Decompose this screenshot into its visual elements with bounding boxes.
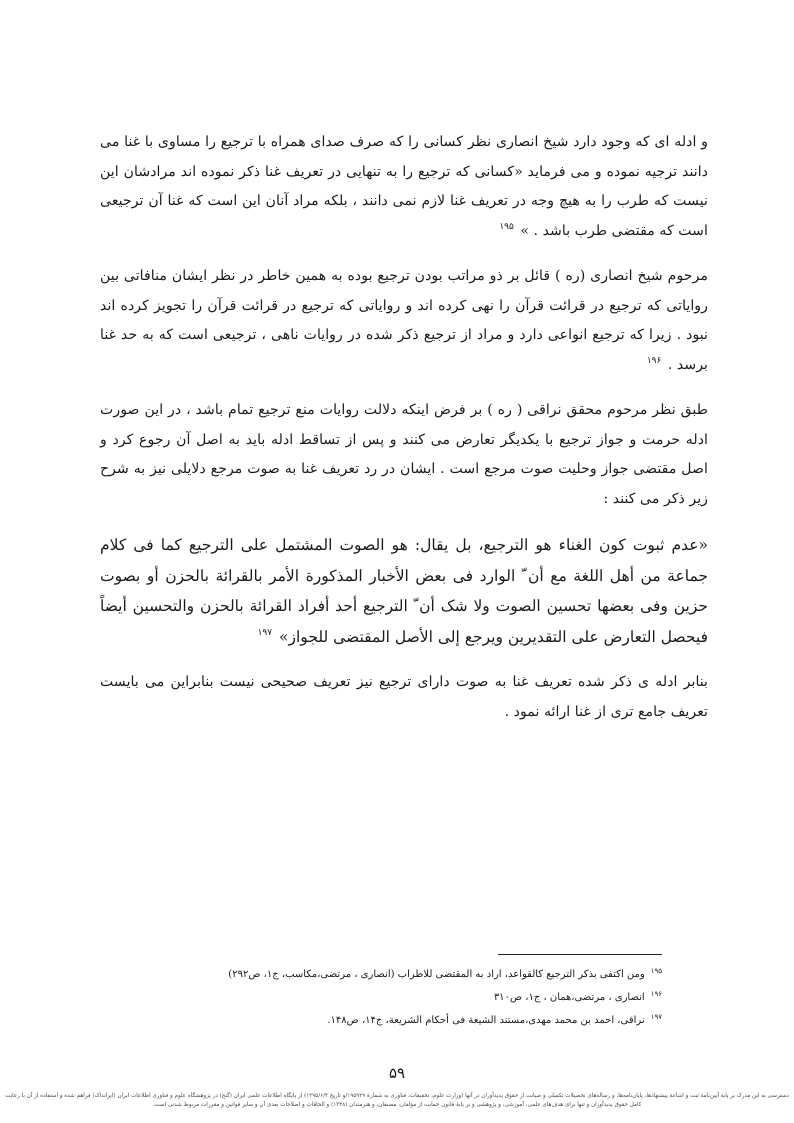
paragraph-text: مرحوم شیخ انصاری (ره ) قائل بر ذو مراتب بودن ترجیع بوده به همین خاطر در نظر ایشان منافاتی بین روایاتی که ترجیع در قرائت قرآن را نهی کرده اند و روایاتی که ترجیع در قرائت قرآن را تجویز کرده اند نبود . زیرا که ترجیع انواعی دارد و مراد از ترجیع ذکر شده در روایات ناهی ، ترجیعی است که به حد غنا برسد .	[100, 268, 708, 373]
footnote-text: ومن اکتفی بذکر الترجیع کالقواعد، اراد به المقتضی للاطراب (انصاری ، مرتضی،مکاسب، ج۱، ص۲۹۲)	[228, 969, 645, 980]
paragraph-5	[100, 668, 708, 727]
arabic-quotation	[100, 530, 708, 652]
footnote-text: انصاری ، مرتضی،همان ، ج۱، ص۳۱۰	[493, 992, 645, 1003]
paragraph-text: و ادله ای که وجود دارد شیخ انصاری نظر کسانی را که صرف صدای همراه با ترجیع را مساوی با غنا می دانند ترجیه نموده و می فرماید «کسانی که ترجیع را به تنهایی در تعریف غنا ذکر نموده اند مرادشان این نیست که طرب را به هیچ وجه در تعریف غنا لازم نمی دانند ، بلکه مراد آنان این است که غنا آن ترجیعی است که مقتضی طرب باشد . »	[100, 134, 708, 239]
footnote-number: ۱۹۷	[650, 1012, 662, 1021]
footnote-195	[200, 963, 662, 986]
footnote-reference: ۱۹۶	[646, 355, 662, 366]
footnote-separator	[498, 954, 662, 955]
page-number: ۵۹	[388, 1064, 406, 1082]
footnote-196	[200, 986, 662, 1009]
footnotes	[200, 963, 662, 1032]
paragraph-3	[100, 396, 708, 514]
footnote-197	[200, 1009, 662, 1032]
body-text	[100, 128, 708, 743]
footnote-number: ۱۹۵	[650, 966, 662, 975]
footnote-reference: ۱۹۵	[499, 221, 514, 232]
footnote-number: ۱۹۶	[650, 989, 662, 998]
footnote-reference: ۱۹۷	[257, 628, 273, 639]
paragraph-2	[100, 262, 708, 380]
paragraph-text: بنابر ادله ی ذکر شده تعریف غنا به صوت دارای ترجیع نیز تعریف صحیحی نیست بنابراین می بایست تعریف جامع تری از غنا ارائه نمود .	[100, 674, 708, 720]
paragraph-text: «عدم ثبوت کون الغناء هو الترجیع، بل یقال: هو الصوت المشتمل علی الترجیع کما فی کلام جماعة من أهل اللغة مع أن ّ الوارد فی بعض الأخبار المذکورة الأمر بالقرائة بالحزن أو بصوت حزین وفی بعضها تحسین الصوت ولا شک أن ّ الترجیع أحد أفراد القرائة بالحزن والتحسین أیضاً فیحصل التعارض علی التقدیرین ویرجع إلی الأصل المقتضی للجواز»	[100, 536, 708, 646]
footnote-text: نراقی، احمد بن محمد مهدی،مستند الشیعة فی أحکام الشریعة، ج۱۴، ص۱۴۸.	[327, 1015, 645, 1026]
paragraph-text: طبق نظر مرحوم محقق نراقی ( ره ) بر فرض اینکه دلالت روایات منع ترجیع تمام باشد ، در این صورت ادله حرمت و جواز ترجیع با یکدیگر تعارض می کنند و پس از تساقط ادله باید به اصل آن رجوع کرد و اصل مقتضی جواز وحلیت صوت مرجع است . ایشان در رد تعریف غنا به صوت مرجع دلایلی نیز به شرح زیر ذکر می کنند :	[100, 402, 708, 507]
paragraph-1	[100, 128, 708, 246]
legal-notice: دسترسی به این مدرک بر پایهٔ آیین‌نامهٔ ثبت و اشاعهٔ پیشنهادها، پایان‌نامه‌ها، و رساله‌های تحصیلات تکمیلی و صیانت از حقوق پدیدآوران در آنها (وزارت علوم، تحقیقات، فناوری به شمارهٔ ۱۹۵۹۲۹/و تاریخ ۱۳۹۵/۶/۴) از پایگاه اطلاعات علمی ایران (گنج) در پژوهشگاه علوم و فناوری اطلاعات ایران (ایرانداک) فراهم شده و استفاده از آن با رعایت کامل حقوق پدیدآوران و تنها برای هدف‌های علمی، آموزشی، و پژوهشی و بر پایهٔ قانون حمایت از مؤلفان، مصنفان، و هنرمندان (۱۳۴۸) و الحاقات و اصلاحات بعدی آن و سایر قوانین و مقررات مربوط شدنی است.	[5, 1093, 789, 1108]
